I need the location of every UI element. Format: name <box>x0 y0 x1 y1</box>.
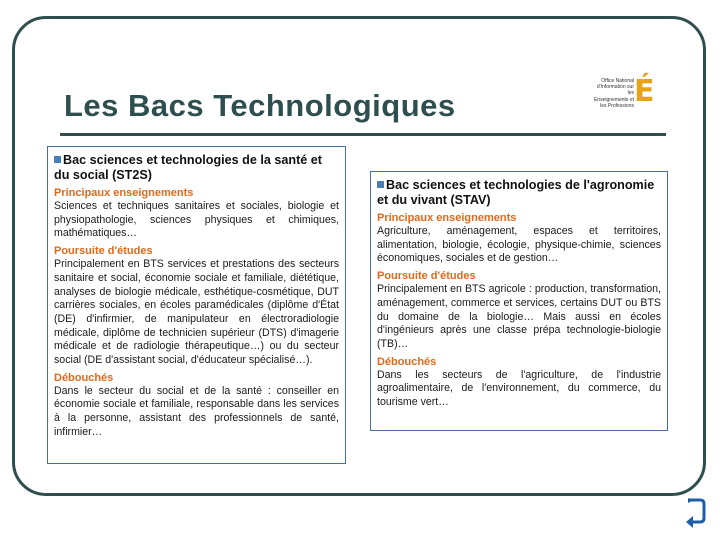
slide-title: Les Bacs Technologiques <box>64 88 456 123</box>
onisep-logo <box>592 74 672 124</box>
square-bullet-icon <box>377 181 384 188</box>
title-underline <box>60 133 666 136</box>
logo-text: Office National d'Information sur les Enseignements et les Professions <box>593 78 634 109</box>
section-body-debouches: Dans le secteur du social et de la santé : conseiller en économie sociale et familiale, responsable dans les services à la personne, assistant des professionnels de santé, infirmier… <box>54 384 339 438</box>
logo-mark: É <box>634 74 655 109</box>
section-heading-poursuite: Poursuite d'études <box>377 270 476 283</box>
return-arrow-icon[interactable] <box>684 496 708 530</box>
card-title: Bac sciences et technologies de la santé et du social (ST2S) <box>54 153 322 182</box>
section-body-enseignements: Sciences et techniques sanitaires et sociales, biologie et physiopathologie, sciences physiques et chimiques, mathématiques… <box>54 200 339 240</box>
card-title: Bac sciences et technologies de l'agronomie et du vivant (STAV) <box>377 178 655 207</box>
section-heading-enseignements: Principaux enseignements <box>377 212 517 224</box>
section-body-poursuite: Principalement en BTS agricole : production, transformation, aménagement, commerce et services, certains DUT ou BTS du domaine de la biologie… Mais aussi en écoles d'ingénieurs après une classe prépa technologie-biologie (TB)… <box>377 283 661 350</box>
card-stav <box>370 171 668 431</box>
section-heading-debouches: Débouchés <box>54 371 114 384</box>
section-heading-enseignements: Principaux enseignements <box>54 187 194 199</box>
section-body-debouches: Dans les secteurs de l'agriculture, de l'industrie agroalimentaire, de l'environnement, du commerce, du tourisme vert… <box>377 368 661 409</box>
section-body-poursuite: Principalement en BTS services et prestations des secteurs sanitaire et social, économie sociale et familiale, diététique, analyses de biologie médicale, esthétique-cosmétique, DUT carrières sociales, en écoles paramédicales (diplôme d'État (DE) d'infirmier, de manipulateur en électroradiologie médicale, diplôme de technicien supérieur (DTS) d'imagerie médicale et de radiologie thérapeutique…) ou du secteur social (DE d'assistant social, d'éducateur spécialisé…). <box>54 258 339 367</box>
card-st2s <box>47 146 346 464</box>
section-heading-debouches: Débouchés <box>377 355 437 368</box>
section-heading-poursuite: Poursuite d'études <box>54 245 153 258</box>
square-bullet-icon <box>54 156 61 163</box>
section-body-enseignements: Agriculture, aménagement, espaces et territoires, alimentation, biologie, écologie, physique-chimie, sciences économiques, sociales et de gestion… <box>377 225 661 265</box>
